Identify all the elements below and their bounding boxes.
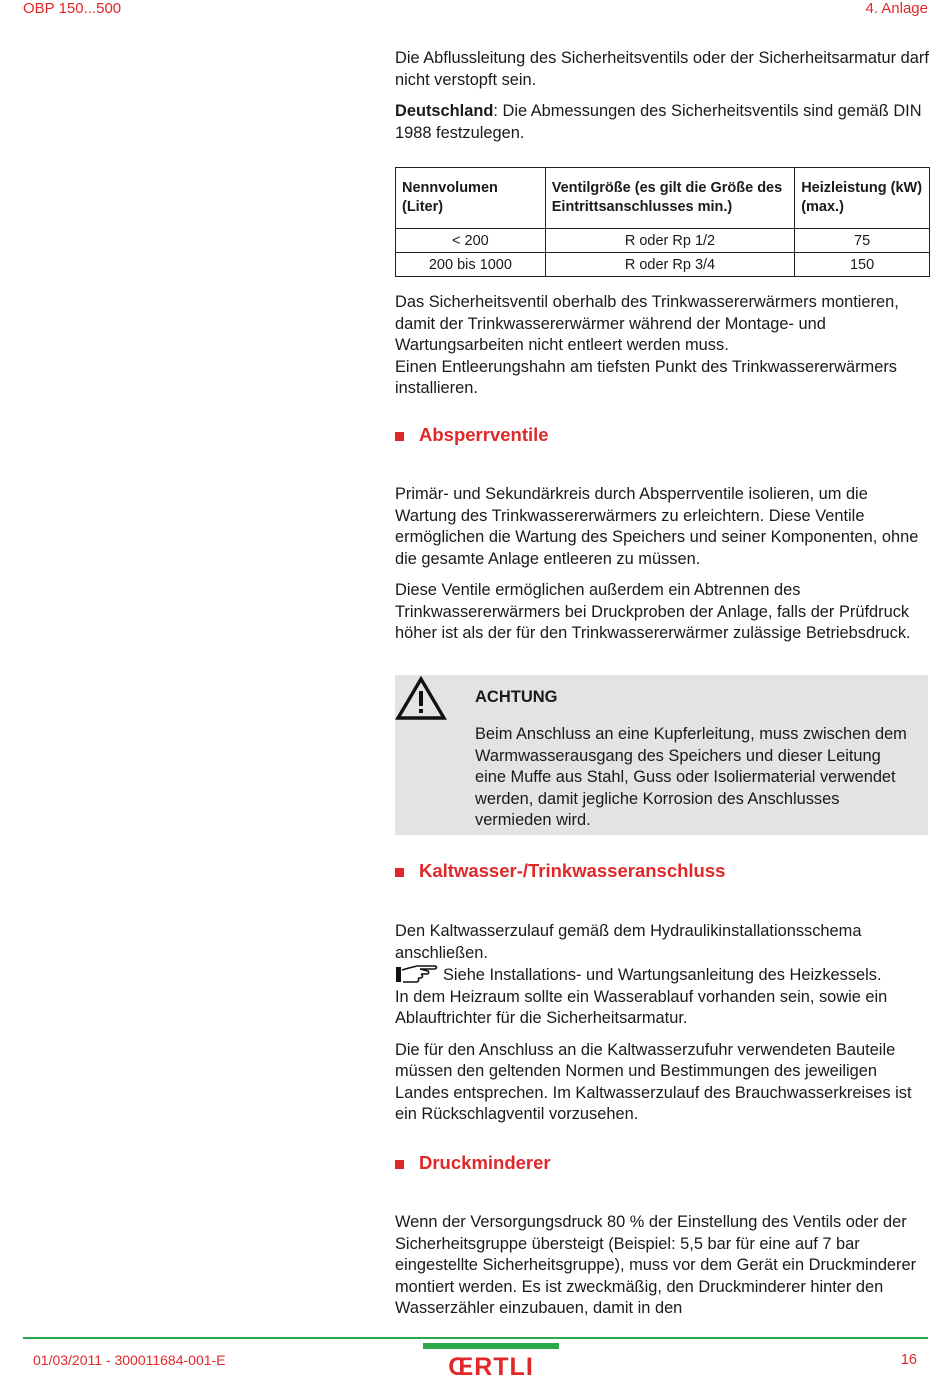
table-cell: R oder Rp 3/4 xyxy=(545,253,794,277)
section-bullet-icon xyxy=(395,432,404,441)
warning-title: ACHTUNG xyxy=(475,688,558,706)
table-header-cell: Nennvolumen (Liter) xyxy=(396,168,546,229)
section-heading-kaltwasser xyxy=(395,860,725,882)
intro-paragraph-2 xyxy=(395,101,930,144)
section1-paragraph-1: Primär- und Sekundärkreis durch Absperrventile isolieren, um die Wartung des Trinkwassererwärmers zu erleichtern. Diese Ventile ermöglichen die Wartung des Speichers und seiner Komponenten, ohne die gesamte Anlage entleeren zu müssen. xyxy=(395,485,919,568)
section-bullet-icon xyxy=(395,1160,404,1169)
table-cell: 75 xyxy=(795,229,930,253)
table-cell: 200 bis 1000 xyxy=(396,253,546,277)
logo-bar xyxy=(423,1343,559,1349)
table-cell: < 200 xyxy=(396,229,546,253)
footer-divider xyxy=(23,1337,928,1339)
logo-text: ŒRTLI xyxy=(448,1353,534,1379)
section-title: Kaltwasser-/Trinkwasseranschluss xyxy=(419,860,726,881)
country-label: Deutschland xyxy=(395,102,494,120)
section3-body xyxy=(395,1212,930,1320)
after-table-paragraph-2: Einen Entleerungshahn am tiefsten Punkt des Trinkwassererwärmers installieren. xyxy=(395,357,897,397)
section1-paragraph-2: Diese Ventile ermöglichen außerdem ein Abtrennen des Trinkwassererwärmers bei Druckproben der Anlage, falls der Prüfdruck höher ist als der für den Trinkwassererwärmer zulässige Betriebsdruck. xyxy=(395,581,911,642)
warning-box xyxy=(395,675,928,835)
intro-paragraph-2-text: : Die Abmessungen des Sicherheitsventils sind gemäß DIN 1988 festzulegen. xyxy=(395,102,922,142)
section2-body xyxy=(395,921,930,1126)
section3-paragraph-1: Wenn der Versorgungsdruck 80 % der Einstellung des Ventils oder der Sicherheitsgruppe übersteigt (Beispiel: 5,5 bar für eine auf 7 bar eingestellte Sicherheitsgruppe), muss vor dem Gerät ein Druckminderer montiert werden. Es ist zweckmäßig, den Druckminderer hinter den Wasserzähler einzubauen, damit in den xyxy=(395,1213,917,1317)
table-header-row xyxy=(396,168,930,229)
warning-triangle-icon xyxy=(395,675,447,721)
section-title: Druckminderer xyxy=(419,1152,551,1173)
section1-body xyxy=(395,484,930,645)
table-header-cell: Heizleistung (kW) (max.) xyxy=(795,168,930,229)
header-doc-title: OBP 150...500 xyxy=(23,0,122,17)
table-cell: 150 xyxy=(795,253,930,277)
section-bullet-icon xyxy=(395,868,404,877)
warning-text: Beim Anschluss an eine Kupferleitung, muss zwischen dem Warmwasserausgang des Speichers und dieser Leitung eine Muffe aus Stahl, Guss oder Isoliermaterial verwendet werden, damit jegliche Korrosion des Anschlusses vermieden wird. xyxy=(475,725,907,829)
after-table-paragraph-1: Das Sicherheitsventil oberhalb des Trinkwassererwärmers montieren, damit der Trinkwassererwärmer während der Montage- und Wartungsarbeiten nicht entleert werden muss. xyxy=(395,293,899,354)
valve-size-table xyxy=(395,167,930,277)
reference-text: Siehe Installations- und Wartungsanleitung des Heizkessels. xyxy=(443,966,882,984)
footer-doc-ref: 01/03/2011 - 300011684-001-E xyxy=(33,1352,226,1368)
table-header-cell: Ventilgröße (es gilt die Größe des Eintrittsanschlusses min.) xyxy=(545,168,794,229)
reference-line xyxy=(395,964,930,987)
intro-paragraph-1: Die Abflussleitung des Sicherheitsventils oder der Sicherheitsarmatur darf nicht verstopft sein. xyxy=(395,49,929,89)
table-row xyxy=(396,253,930,277)
page-number: 16 xyxy=(900,1352,917,1368)
intro-block xyxy=(395,48,930,144)
section2-paragraph-2: In dem Heizraum sollte ein Wasserablauf vorhanden sein, sowie ein Ablauftrichter für die Sicherheitsarmatur. xyxy=(395,987,888,1027)
pointing-hand-icon xyxy=(395,964,439,984)
section2-paragraph-3: Die für den Anschluss an die Kaltwasserzufuhr verwendeten Bauteile müssen den geltenden Normen und Bestimmungen des jeweiligen Landes entsprechen. Im Kaltwasserzulauf des Brauchwasserkreises ist ein Rückschlagventil vorzusehen. xyxy=(395,1040,912,1123)
after-table-block xyxy=(395,292,930,400)
section-heading-absperrventile xyxy=(395,424,549,446)
table-row xyxy=(396,229,930,253)
header-chapter: 4. Anlage xyxy=(865,0,928,17)
table-cell: R oder Rp 1/2 xyxy=(545,229,794,253)
oertli-logo xyxy=(423,1353,559,1379)
section2-paragraph-1: Den Kaltwasserzulauf gemäß dem Hydraulikinstallationsschema anschließen. xyxy=(395,922,862,962)
section-title: Absperrventile xyxy=(419,424,549,445)
section-heading-druckminderer xyxy=(395,1152,551,1174)
